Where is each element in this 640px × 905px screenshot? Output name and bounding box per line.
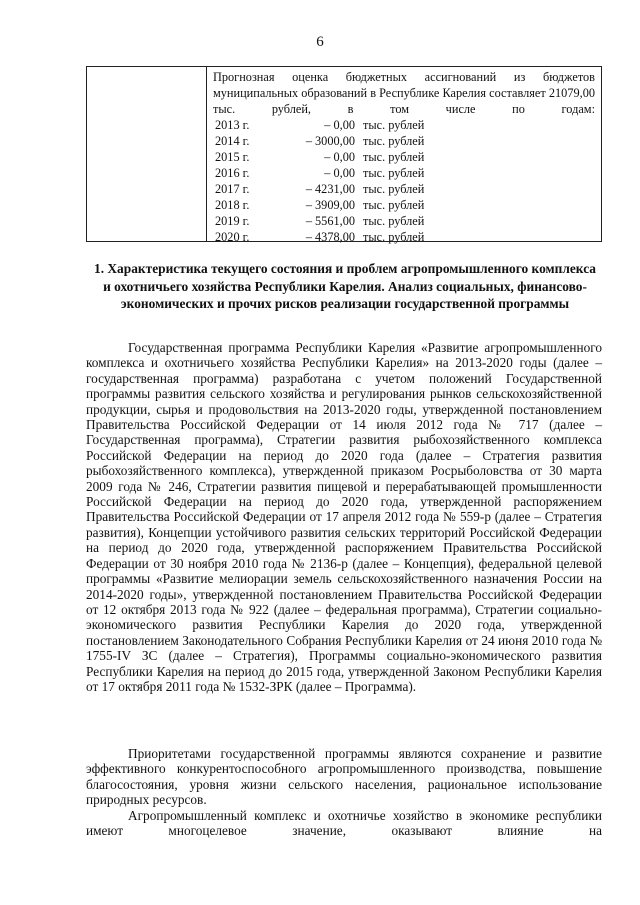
- budget-year-row: [213, 133, 595, 149]
- unit-label: тыс. рублей: [363, 230, 425, 244]
- budget-year-row: [213, 181, 595, 197]
- amount-value: – 3909,00: [305, 198, 355, 212]
- unit-label: тыс. рублей: [363, 166, 425, 180]
- unit-label: тыс. рублей: [363, 198, 425, 212]
- paragraph-1-block: [86, 340, 602, 694]
- amount-value: – 4231,00: [305, 182, 355, 196]
- amount-value: – 4378,00: [305, 230, 355, 244]
- budget-year-row: [213, 213, 595, 229]
- budget-year-row: [213, 149, 595, 165]
- budget-year-row: [213, 197, 595, 213]
- unit-label: тыс. рублей: [363, 134, 425, 148]
- paragraph-3: Агропромышленный комплекс и охотничье хозяйство в экономике республики имеют многоцелевое значение, оказывают влияние на: [86, 808, 602, 839]
- year-label: 2018 г.: [215, 198, 250, 212]
- amount-value: – 5561,00: [305, 214, 355, 228]
- year-label: 2017 г.: [215, 182, 250, 196]
- budget-year-list: [213, 117, 595, 245]
- year-label: 2014 г.: [215, 134, 250, 148]
- paragraph-3-block: [86, 808, 602, 839]
- section-heading: 1. Характеристика текущего состояния и проблем агропромышленного комплекса и охотничьего хозяйства Республики Карелия. Анализ социальных, финансово-экономических и прочих рисков реализации государственной программы: [94, 261, 596, 311]
- unit-label: тыс. рублей: [363, 182, 425, 196]
- year-label: 2019 г.: [215, 214, 250, 228]
- paragraph-2: Приоритетами государственной программы являются сохранение и развитие эффективного конкурентоспособного агропромышленного производства, повышение благосостояния, уровня жизни сельского населения, рациональное использование природных ресурсов.: [86, 746, 602, 808]
- budget-table: [86, 66, 602, 242]
- paragraph-2-block: [86, 746, 602, 808]
- amount-value: – 3000,00: [305, 134, 355, 148]
- year-label: 2013 г.: [215, 118, 250, 132]
- unit-label: тыс. рублей: [363, 118, 425, 132]
- budget-year-row: [213, 165, 595, 181]
- budget-year-row: [213, 117, 595, 133]
- budget-year-row: [213, 229, 595, 245]
- budget-intro: Прогнозная оценка бюджетных ассигнований из бюджетов муниципальных образований в Республике Карелия составляет 21079,00 тыс. рублей, в том числе по годам:: [213, 70, 595, 116]
- year-label: 2016 г.: [215, 166, 250, 180]
- table-column-divider: [206, 67, 207, 241]
- amount-value: – 0,00: [324, 150, 355, 164]
- page-number: 6: [316, 34, 324, 50]
- unit-label: тыс. рублей: [363, 150, 425, 164]
- year-label: 2015 г.: [215, 150, 250, 164]
- paragraph-1: Государственная программа Республики Карелия «Развитие агропромышленного комплекса и охотничьего хозяйства Республики Карелия» на 2013-2020 годы (далее – государственная программа) разработана с учетом положений Государственной программы развития сельского хозяйства и регулирования рынков сельскохозяйственной продукции, сырья и продовольствия на 2013-2020 годы, утвержденной постановлением Правительства Российской Федерации от 14 июля 2012 года № 717 (далее – Государственная программа), Стратегии развития рыбохозяйственного комплекса Российской Федерации на период до 2020 года (далее – Стратегия развития рыбохозяйственного комплекса), утвержденной приказом Росрыболовства от 30 марта 2009 года № 246, Стратегии развития пищевой и перерабатывающей промышленности Российской Федерации на период до 2020 года, утвержденной распоряжением Правительства Российской Федерации от 17 апреля 2012 года № 559-р (далее – Стратегия развития), Концепции устойчивого развития сельских территорий Российской Федерации на период до 2020 года, утвержденной распоряжением Правительства Российской Федерации от 30 ноября 2010 года № 2136-р (далее – Концепция), федеральной целевой программы «Развитие мелиорации земель сельскохозяйственного назначения России на 2014-2020 годы», утвержденной постановлением Правительства Российской Федерации от 12 октября 2013 года № 922 (далее – федеральная программа), Стратегии социально-экономического развития Республики Карелия до 2020 года, утвержденной постановлением Законодательного Собрания Республики Карелия от 24 июня 2010 года № 1755-IV ЗС (далее – Стратегия), Программы социально-экономического развития Республики Карелия на период до 2015 года, утвержденной Законом Республики Карелия от 17 октября 2011 года № 1532-ЗРК (далее – Программа).: [86, 340, 602, 694]
- unit-label: тыс. рублей: [363, 214, 425, 228]
- amount-value: – 0,00: [324, 166, 355, 180]
- year-label: 2020 г.: [215, 230, 250, 244]
- amount-value: – 0,00: [324, 118, 355, 132]
- budget-cell: [213, 69, 595, 245]
